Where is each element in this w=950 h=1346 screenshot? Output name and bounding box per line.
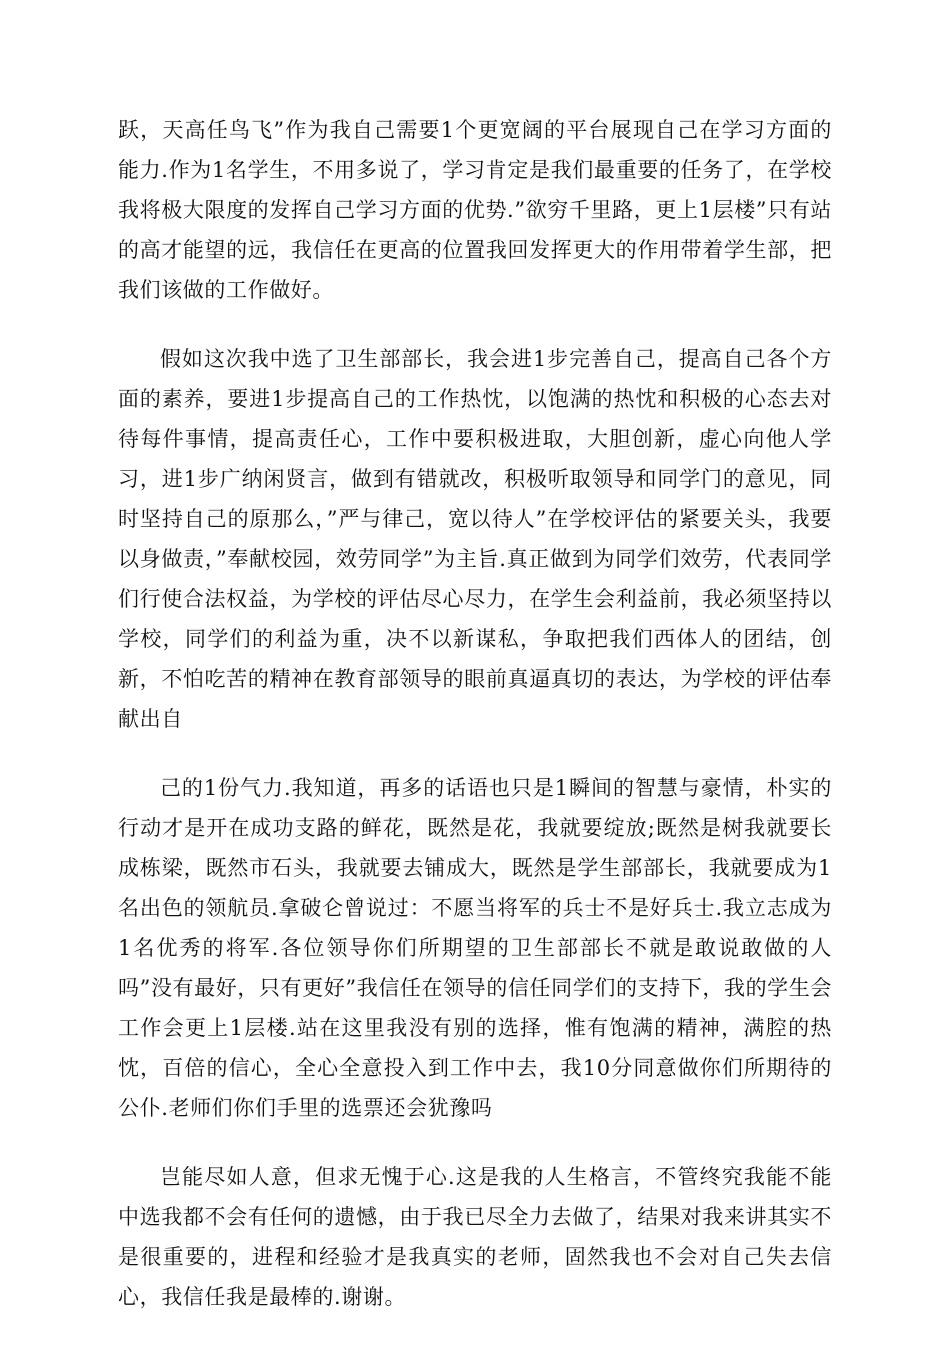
paragraph-2: 假如这次我中选了卫生部部长，我会进1步完善自己，提高自己各个方面的素养，要进1步提高自己的工作热忱，以饱满的热忱和积极的心态去对待每件事情，提高责任心，工作中要积极进取，大胆创新，虚心向他人学习，进1步广纳闲贤言，做到有错就改，积极听取领导和同学门的意见，同时坚持自己的原那么，”严与律己，宽以待人”在学校评估的紧要关头，我要以身做责，”奉献校园，效劳同学”为主旨.真正做到为同学们效劳，代表同学们行使合法权益，为学校的评估尽心尽力，在学生会利益前，我必须坚持以学校，同学们的利益为重，决不以新谋私，争取把我们西体人的团结，创新，不怕吃苦的精神在教育部领导的眼前真逼真切的表达，为学校的评估奉献出自 — [118, 347, 832, 731]
document-body — [118, 110, 832, 1346]
paragraph-3: 己的1份气力.我知道，再多的话语也只是1瞬间的智慧与豪情，朴实的行动才是开在成功支路的鲜花，既然是花，我就要绽放;既然是树我就要长成栋梁，既然市石头，我就要去铺成大，既然是学生部部长，我就要成为1名出色的领航员.拿破仑曾说过：不愿当将军的兵士不是好兵士.我立志成为1名优秀的将军.各位领导你们所期望的卫生部部长不就是敢说敢做的人吗”没有最好，只有更好”我信任在领导的信任同学们的支持下，我的学生会工作会更上1层楼.站在这里我没有别的选择，惟有饱满的精神，满腔的热忱，百倍的信心，全心全意投入到工作中去，我10分同意做你们所期待的公仆.老师们你们手里的选票还会犹豫吗 — [118, 776, 832, 1120]
paragraph-4: 岂能尽如人意，但求无愧于心.这是我的人生格言，不管终究我能不能中选我都不会有任何的遗憾，由于我已尽全力去做了，结果对我来讲其实不是很重要的，进程和经验才是我真实的老师，固然我也不会对自己失去信心，我信任我是最棒的.谢谢。 — [118, 1165, 832, 1309]
paragraph-1: 跃，天高任鸟飞”作为我自己需要1个更宽阔的平台展现自己在学习方面的能力.作为1名学生，不用多说了，学习肯定是我们最重要的任务了，在学校我将极大限度的发挥自己学习方面的优势.”欲穷千里路，更上1层楼”只有站的高才能望的远，我信任在更高的位置我回发挥更大的作用带着学生部，把我们该做的工作做好。 — [118, 118, 832, 302]
